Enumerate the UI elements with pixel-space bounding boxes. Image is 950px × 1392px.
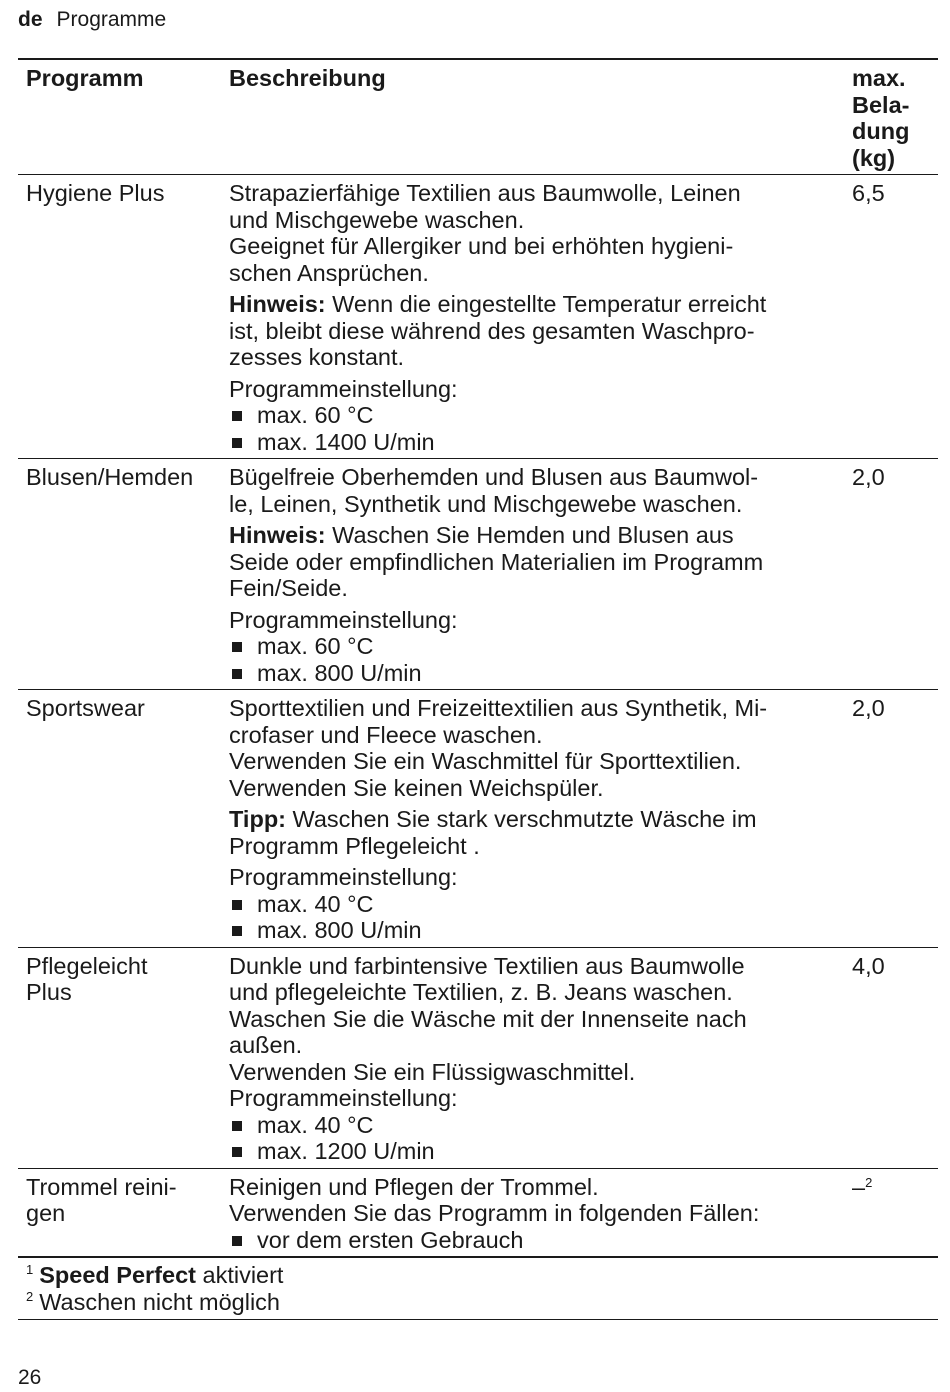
table-row — [18, 459, 938, 690]
note-label: Hinweis: — [229, 291, 326, 317]
description-paragraph — [229, 291, 836, 371]
description-paragraph — [229, 607, 836, 687]
footnote-bold: Speed Perfect — [39, 1262, 196, 1288]
header-line: dung — [852, 118, 910, 144]
setting-bullet: max. 800 U/min — [229, 660, 836, 687]
setting-bullet: max. 1200 U/min — [229, 1138, 836, 1165]
description-line — [229, 607, 836, 634]
setting-bullet: max. 40 °C — [229, 1112, 836, 1139]
note-label: Hinweis: — [229, 522, 326, 548]
section-title: Programme — [56, 8, 167, 31]
program-name — [18, 947, 221, 1168]
description-text: Waschen Sie stark verschmutzte Wäsche im — [286, 806, 757, 832]
description-paragraph — [229, 522, 836, 602]
description-text: crofaser und Fleece waschen. — [229, 721, 543, 748]
description-line — [229, 953, 836, 980]
description-text: Geeignet für Allergiker und bei erhöhten hygieni- — [229, 233, 734, 259]
setting-bullet: vor dem ersten Gebrauch — [229, 1227, 836, 1254]
header-line: max. — [852, 65, 906, 91]
table-row — [18, 690, 938, 948]
description-text: Verwenden Sie das Programm in folgenden Fällen: — [229, 1200, 760, 1226]
description-text: Verwenden Sie ein Waschmittel für Sporttextilien. — [229, 748, 742, 774]
description-text: und pflegeleichte Textilien, z. B. Jeans waschen. — [229, 979, 733, 1005]
note-label: Tipp: — [229, 806, 286, 832]
max-load-value — [844, 690, 938, 948]
description-paragraph — [229, 1174, 836, 1254]
program-table — [18, 58, 938, 1258]
description-line — [229, 344, 836, 371]
description-text: zesses konstant. — [229, 344, 405, 370]
description-text: Programmeinstellung: — [229, 606, 458, 633]
footnote-ref: 2 — [865, 1174, 873, 1190]
program-description — [221, 1168, 844, 1257]
description-text: Sporttextilien und Freizeittextilien aus Synthetik, Mi- — [229, 695, 768, 721]
table-row — [18, 175, 938, 459]
description-text: Reinigen und Pflegen der Trommel. — [229, 1173, 599, 1200]
description-line — [229, 722, 836, 749]
description-line — [229, 260, 836, 287]
setting-bullet: max. 40 °C — [229, 891, 836, 918]
program-name-line: Plus — [26, 979, 72, 1005]
setting-bullet: max. 800 U/min — [229, 917, 836, 944]
description-line — [229, 376, 836, 403]
language-code: de — [18, 8, 43, 31]
description-line — [229, 979, 836, 1006]
description-text: Waschen Sie die Wäsche mit der Innenseite nach — [229, 1005, 747, 1032]
program-name-line: gen — [26, 1200, 66, 1226]
max-load-text: – — [852, 1173, 866, 1200]
description-paragraph — [229, 864, 836, 944]
description-line — [229, 1085, 836, 1112]
description-line — [229, 1174, 836, 1201]
max-load-value — [844, 1168, 938, 1257]
column-header-description: Beschreibung — [221, 59, 844, 175]
footnote-number: 2 — [26, 1289, 34, 1304]
description-text: Programmeinstellung: — [229, 1085, 458, 1111]
header-line: (kg) — [852, 144, 896, 171]
description-text: le, Leinen, Synthetik und Mischgewebe waschen. — [229, 490, 743, 517]
description-text: Dunkle und farbintensive Textilien aus Baumwolle — [229, 952, 745, 979]
footnote — [26, 1289, 938, 1316]
program-name — [18, 175, 221, 459]
description-line — [229, 318, 836, 345]
program-name-line: Blusen/Hemden — [26, 464, 194, 490]
description-line — [229, 748, 836, 775]
description-line — [229, 1032, 836, 1059]
description-line — [229, 1200, 836, 1227]
description-line — [229, 549, 836, 576]
max-load-value — [844, 459, 938, 690]
description-text: Verwenden Sie ein Flüssigwaschmittel. — [229, 1058, 636, 1085]
description-text: Verwenden Sie keinen Weichspüler. — [229, 774, 604, 801]
header-line: Bela- — [852, 91, 910, 118]
description-line — [229, 775, 836, 802]
description-paragraph — [229, 806, 836, 859]
description-line — [229, 491, 836, 518]
program-description — [221, 947, 844, 1168]
description-text: schen Ansprüchen. — [229, 259, 429, 286]
description-line — [229, 575, 836, 602]
program-description — [221, 690, 844, 948]
description-text: Seide oder empfindlichen Materialien im Programm — [229, 548, 764, 575]
program-description — [221, 459, 844, 690]
description-text: Strapazierfähige Textilien aus Baumwolle, Leinen — [229, 180, 741, 206]
footnote — [26, 1262, 938, 1289]
setting-bullet: max. 60 °C — [229, 633, 836, 660]
column-header-max-load — [844, 59, 938, 175]
footnote-text: Waschen nicht möglich — [39, 1289, 280, 1315]
program-name — [18, 690, 221, 948]
program-description — [221, 175, 844, 459]
column-header-program: Programm — [18, 59, 221, 175]
max-load-text: 2,0 — [852, 695, 885, 721]
program-name-line: Sportswear — [26, 695, 145, 721]
description-line — [229, 806, 836, 833]
program-name — [18, 459, 221, 690]
footnote-number: 1 — [26, 1262, 34, 1277]
setting-bullet: max. 1400 U/min — [229, 429, 836, 456]
footnotes — [18, 1262, 938, 1320]
description-line — [229, 833, 836, 860]
program-name — [18, 1168, 221, 1257]
description-line — [229, 695, 836, 722]
description-text: Wenn die eingestellte Temperatur erreicht — [325, 291, 767, 317]
max-load-text: 4,0 — [852, 952, 885, 979]
description-line — [229, 180, 836, 207]
description-paragraph — [229, 464, 836, 517]
table-header-row — [18, 59, 938, 175]
page-header — [18, 8, 166, 32]
description-line — [229, 233, 836, 260]
description-text: und Mischgewebe waschen. — [229, 206, 525, 233]
max-load-text: 2,0 — [852, 464, 885, 490]
max-load-text: 6,5 — [852, 180, 885, 206]
description-line — [229, 522, 836, 549]
description-text: Fein/Seide. — [229, 575, 348, 601]
table-row — [18, 947, 938, 1168]
description-line — [229, 1006, 836, 1033]
description-paragraph — [229, 695, 836, 801]
max-load-value — [844, 947, 938, 1168]
description-text: ist, bleibt diese während des gesamten Waschpro- — [229, 317, 755, 344]
page-number: 26 — [18, 1366, 42, 1389]
description-line — [229, 464, 836, 491]
description-line — [229, 864, 836, 891]
description-text: Waschen Sie Hemden und Blusen aus — [325, 522, 734, 548]
program-name-line: Hygiene Plus — [26, 180, 165, 206]
description-line — [229, 207, 836, 234]
description-text: Programmeinstellung: — [229, 864, 458, 890]
table-row — [18, 1168, 938, 1257]
description-text: Bügelfreie Oberhemden und Blusen aus Baumwol- — [229, 464, 759, 490]
description-paragraph — [229, 376, 836, 456]
program-name-line: Trommel reini- — [26, 1173, 177, 1200]
description-line — [229, 1059, 836, 1086]
description-text: außen. — [229, 1032, 303, 1058]
max-load-value — [844, 175, 938, 459]
setting-bullet: max. 60 °C — [229, 402, 836, 429]
description-line — [229, 291, 836, 318]
footnote-text: aktiviert — [195, 1262, 284, 1288]
description-paragraph — [229, 180, 836, 286]
program-name-line: Pflegeleicht — [26, 952, 148, 979]
description-text: Programm Pflegeleicht . — [229, 832, 480, 859]
description-text: Programmeinstellung: — [229, 375, 458, 402]
description-paragraph — [229, 953, 836, 1165]
